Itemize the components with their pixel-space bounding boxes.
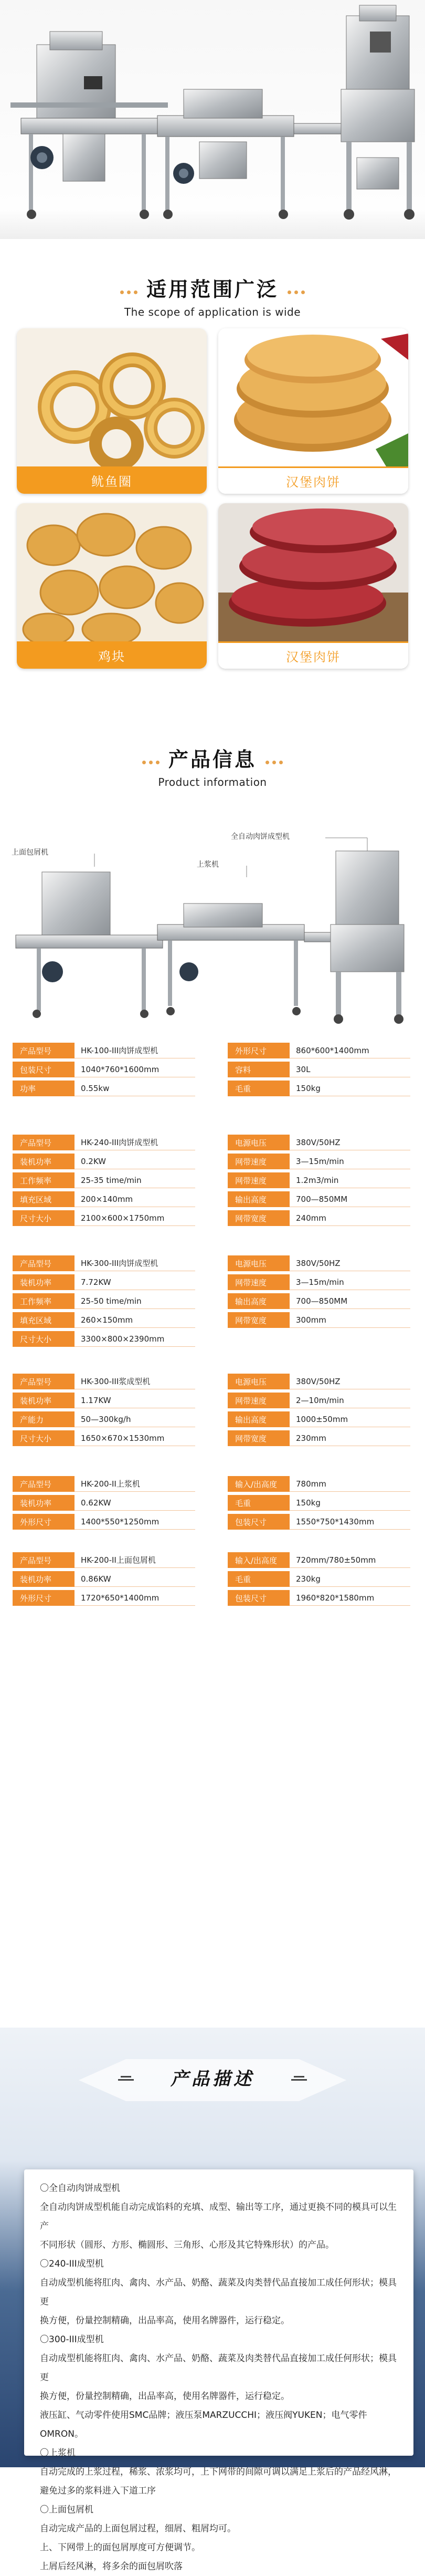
spec-key: 产品型号 [13, 1552, 75, 1568]
spec-key: 毛重 [228, 1571, 290, 1587]
spec-key: 网带速度 [228, 1393, 290, 1408]
spec-key: 电源电压 [228, 1374, 290, 1389]
spec-row [228, 1571, 410, 1587]
spec-value: 0.86KW [75, 1571, 195, 1587]
spec-key: 装机功率 [13, 1393, 75, 1408]
spec-key: 输出高度 [228, 1293, 290, 1309]
spec-row [13, 1430, 195, 1446]
spec-key: 包装尺寸 [228, 1514, 290, 1530]
callout-patty-former: 全自动肉饼成型机 [231, 833, 290, 841]
description-card [24, 2169, 413, 2572]
spec-row [228, 1374, 410, 1389]
spec-row [228, 1476, 410, 1492]
spec-value: HK-200-II上浆机 [75, 1476, 195, 1492]
spec-row [228, 1495, 410, 1511]
product-info-heading [0, 743, 425, 788]
scope-label-raw-patty: 汉堡肉饼 [218, 641, 408, 669]
product-info-title: 产品信息 [168, 748, 257, 771]
spec-key: 外形尺寸 [13, 1590, 75, 1606]
spec-value: 150kg [290, 1495, 410, 1511]
scope-card-chicken-nuggets [17, 503, 207, 669]
spec-key: 产品型号 [13, 1255, 75, 1271]
title-dots-right-icon [264, 750, 284, 773]
spec-key: 包装尺寸 [13, 1062, 75, 1077]
hero-banner [0, 0, 425, 247]
spec-row [13, 1191, 195, 1207]
spec-row [228, 1210, 410, 1226]
spec-value: 200×140mm [75, 1191, 195, 1207]
description-paragraph: 〇240-III成型机 [40, 2259, 104, 2269]
spec-value: HK-300-III浆成型机 [75, 1374, 195, 1389]
spec-key: 产品型号 [13, 1135, 75, 1150]
spec-value: 720mm/780±50mm [290, 1552, 410, 1568]
description-paragraph: 上、下网带上的面包屑厚度可方便调节。 [40, 2542, 200, 2553]
spec-key: 外形尺寸 [13, 1514, 75, 1530]
spec-row [228, 1154, 410, 1169]
scope-card-burger-patty [218, 328, 408, 494]
spec-value: 1720*650*1400mm [75, 1590, 195, 1606]
callout-batter: 上浆机 [197, 860, 219, 869]
spec-key: 尺寸大小 [13, 1430, 75, 1446]
description-heading [0, 2064, 425, 2090]
spec-key: 包装尺寸 [228, 1590, 290, 1606]
spec-key: 填充区域 [13, 1191, 75, 1207]
spec-value: HK-240-III肉饼成型机 [75, 1135, 195, 1150]
spec-key: 输出高度 [228, 1411, 290, 1427]
spec-row [13, 1255, 195, 1271]
scope-card-raw-patty [218, 503, 408, 669]
spec-row [13, 1081, 195, 1096]
spec-key: 产品型号 [13, 1476, 75, 1492]
spec-row [228, 1514, 410, 1530]
spec-key: 外形尺寸 [228, 1043, 290, 1058]
description-paragraph: 自动完成的上浆过程，稀浆、浓浆均可，上下网带的间隙可调以满足上浆后的产品经风淋， [40, 2467, 397, 2477]
spec-value: 3300×800×2390mm [75, 1331, 195, 1347]
spec-value: HK-100-III肉饼成型机 [75, 1043, 195, 1058]
spec-key: 工作频率 [13, 1172, 75, 1188]
spec-key: 产能力 [13, 1411, 75, 1427]
spec-row [13, 1476, 195, 1492]
scope-label-chicken-nuggets: 鸡块 [17, 641, 207, 669]
spec-row [228, 1062, 410, 1077]
spec-value: 50—300kg/h [75, 1411, 195, 1427]
spec-key: 网带宽度 [228, 1312, 290, 1328]
spec-value: 780mm [290, 1476, 410, 1492]
spec-value: 0.55kw [75, 1081, 195, 1096]
spec-value: 1550*750*1430mm [290, 1514, 410, 1530]
spec-row [228, 1043, 410, 1058]
spec-key: 装机功率 [13, 1154, 75, 1169]
spec-value: 2—10m/min [290, 1393, 410, 1408]
spec-key: 产品型号 [13, 1043, 75, 1058]
spec-value: 380V/50HZ [290, 1374, 410, 1389]
spec-key: 装机功率 [13, 1495, 75, 1511]
spec-key: 产品型号 [13, 1374, 75, 1389]
spec-row [13, 1293, 195, 1309]
spec-value: 25-35 time/min [75, 1172, 195, 1188]
raw-patty-photo-icon [218, 503, 408, 641]
spec-value: 1000±50mm [290, 1411, 410, 1427]
spec-key: 电源电压 [228, 1135, 290, 1150]
spec-value: 1040*760*1600mm [75, 1062, 195, 1077]
spec-row [13, 1552, 195, 1568]
spec-value: 3—15m/min [290, 1154, 410, 1169]
spec-key: 输入/出高度 [228, 1552, 290, 1568]
title-dots-left-icon [119, 279, 139, 303]
spec-row [228, 1191, 410, 1207]
spec-row [13, 1154, 195, 1169]
scope-label-burger-patty: 汉堡肉饼 [218, 466, 408, 494]
spec-key: 功率 [13, 1081, 75, 1096]
spec-value: 150kg [290, 1081, 410, 1096]
spec-row [13, 1172, 195, 1188]
spec-key: 工作频率 [13, 1293, 75, 1309]
production-line-machine-image [0, 0, 425, 247]
spec-value: 380V/50HZ [290, 1255, 410, 1271]
spec-key: 尺寸大小 [13, 1210, 75, 1226]
product-info-machine-image [0, 835, 425, 1030]
spec-value: 1400*550*1250mm [75, 1514, 195, 1530]
spec-row [228, 1172, 410, 1188]
spec-row [13, 1062, 195, 1077]
spec-value: 700—850MM [290, 1293, 410, 1309]
description-paragraph: 避免过多的浆料进入下道工序 [40, 2486, 156, 2496]
scope-label-squid-rings: 鱿鱼圈 [17, 466, 207, 494]
spec-key: 填充区域 [13, 1312, 75, 1328]
description-paragraph: 〇300-III成型机 [40, 2334, 104, 2345]
spec-row [13, 1571, 195, 1587]
title-dots-right-icon [286, 279, 306, 303]
spec-value: 1960*820*1580mm [290, 1590, 410, 1606]
description-paragraph: 上屑后经风淋，将多余的面包屑吹落 [40, 2561, 183, 2572]
spec-row [13, 1312, 195, 1328]
spec-value: 300mm [290, 1312, 410, 1328]
description-paragraph: 〇上面包屑机 [40, 2505, 93, 2515]
spec-value: 230mm [290, 1430, 410, 1446]
spec-value: 0.2KW [75, 1154, 195, 1169]
spec-value: 1650×670×1530mm [75, 1430, 195, 1446]
spec-row [228, 1430, 410, 1446]
burger-patty-photo-icon [218, 328, 408, 466]
spec-row [13, 1411, 195, 1427]
spec-value: 380V/50HZ [290, 1135, 410, 1150]
spec-row [228, 1393, 410, 1408]
spec-row [228, 1312, 410, 1328]
description-text [40, 2179, 400, 2576]
spec-row [228, 1274, 410, 1290]
spec-row [13, 1590, 195, 1606]
spec-value: 30L [290, 1062, 410, 1077]
spec-value: 3—15m/min [290, 1274, 410, 1290]
spec-row [228, 1255, 410, 1271]
description-paragraph: 换方便，份量控制精确，出品率高，使用名牌器件，运行稳定。 [40, 2315, 290, 2326]
spec-row [13, 1043, 195, 1058]
spec-key: 毛重 [228, 1081, 290, 1096]
spec-key: 容料 [228, 1062, 290, 1077]
description-paragraph: 自动成型机能将肛肉、禽肉、水产品、奶酪、蔬菜及肉类替代品直接加工成任何形状；模具更 [40, 2278, 397, 2307]
spec-key: 网带速度 [228, 1154, 290, 1169]
spec-value: 230kg [290, 1571, 410, 1587]
description-paragraph: 自动成型机能将肛肉、禽肉、水产品、奶酪、蔬菜及肉类替代品直接加工成任何形状；模具更 [40, 2353, 397, 2383]
spec-value: 1.17KW [75, 1393, 195, 1408]
spec-row [228, 1590, 410, 1606]
spec-value: 25-50 time/min [75, 1293, 195, 1309]
spec-value: 0.62KW [75, 1495, 195, 1511]
spec-value: 2100×600×1750mm [75, 1210, 195, 1226]
description-paragraph: 自动完成产品的上面包屑过程，细屑、粗屑均可。 [40, 2523, 236, 2534]
spec-row [13, 1374, 195, 1389]
spec-row [13, 1495, 195, 1511]
spec-value: 860*600*1400mm [290, 1043, 410, 1058]
callout-breading-top: 上面包屑机 [12, 848, 48, 857]
spec-key: 输入/出高度 [228, 1476, 290, 1492]
spec-value: HK-200-II上面包屑机 [75, 1552, 195, 1568]
spec-row [13, 1331, 195, 1347]
description-title: 产品描述 [171, 2069, 254, 2090]
squid-ring-photo-icon [17, 328, 207, 466]
spec-key: 网带速度 [228, 1172, 290, 1188]
spec-key: 毛重 [228, 1495, 290, 1511]
spec-key: 网带宽度 [228, 1210, 290, 1226]
spec-key: 尺寸大小 [13, 1331, 75, 1347]
spec-row [13, 1210, 195, 1226]
description-paragraph: 〇全自动肉饼成型机 [40, 2183, 120, 2194]
spec-key: 装机功率 [13, 1571, 75, 1587]
scope-heading [0, 273, 425, 318]
spec-key: 网带宽度 [228, 1430, 290, 1446]
spec-row [228, 1552, 410, 1568]
spec-row [13, 1135, 195, 1150]
chicken-nugget-photo-icon [17, 503, 207, 641]
spec-row [228, 1135, 410, 1150]
spec-key: 输出高度 [228, 1191, 290, 1207]
spec-value: HK-300-III肉饼成型机 [75, 1255, 195, 1271]
spec-row [228, 1293, 410, 1309]
description-paragraph: 换方便，份量控制精确，出品率高，使用名牌器件，运行稳定。 [40, 2391, 290, 2402]
spec-value: 1.2m3/min [290, 1172, 410, 1188]
spec-row [13, 1514, 195, 1530]
description-paragraph: 不同形状（圆形、方形、椭圆形、三角形、心形及其它特殊形状）的产品。 [40, 2240, 334, 2250]
spec-row [228, 1411, 410, 1427]
spec-row [13, 1393, 195, 1408]
spec-key: 网带速度 [228, 1274, 290, 1290]
spec-value: 260×150mm [75, 1312, 195, 1328]
spec-row [13, 1274, 195, 1290]
scope-card-squid-rings [17, 328, 207, 494]
spec-key: 电源电压 [228, 1255, 290, 1271]
product-info-subtitle: Product information [158, 775, 267, 788]
scope-title: 适用范围广泛 [146, 278, 279, 301]
scope-subtitle: The scope of application is wide [124, 305, 301, 318]
spec-value: 240mm [290, 1210, 410, 1226]
spec-key: 装机功率 [13, 1274, 75, 1290]
title-dots-left-icon [141, 750, 161, 773]
description-paragraph: 〇上浆机 [40, 2448, 76, 2458]
spec-value: 7.72KW [75, 1274, 195, 1290]
description-paragraph: 全自动肉饼成型机能自动完成馅料的充填、成型、输出等工序，通过更换不同的模具可以生产 [40, 2202, 397, 2231]
description-paragraph: 液压缸、气动零件使用SMC品牌；液压泵MARZUCCHI；液压阀YUKEN；电气零件OMRON。 [40, 2410, 367, 2439]
spec-row [228, 1081, 410, 1096]
spec-value: 700—850MM [290, 1191, 410, 1207]
